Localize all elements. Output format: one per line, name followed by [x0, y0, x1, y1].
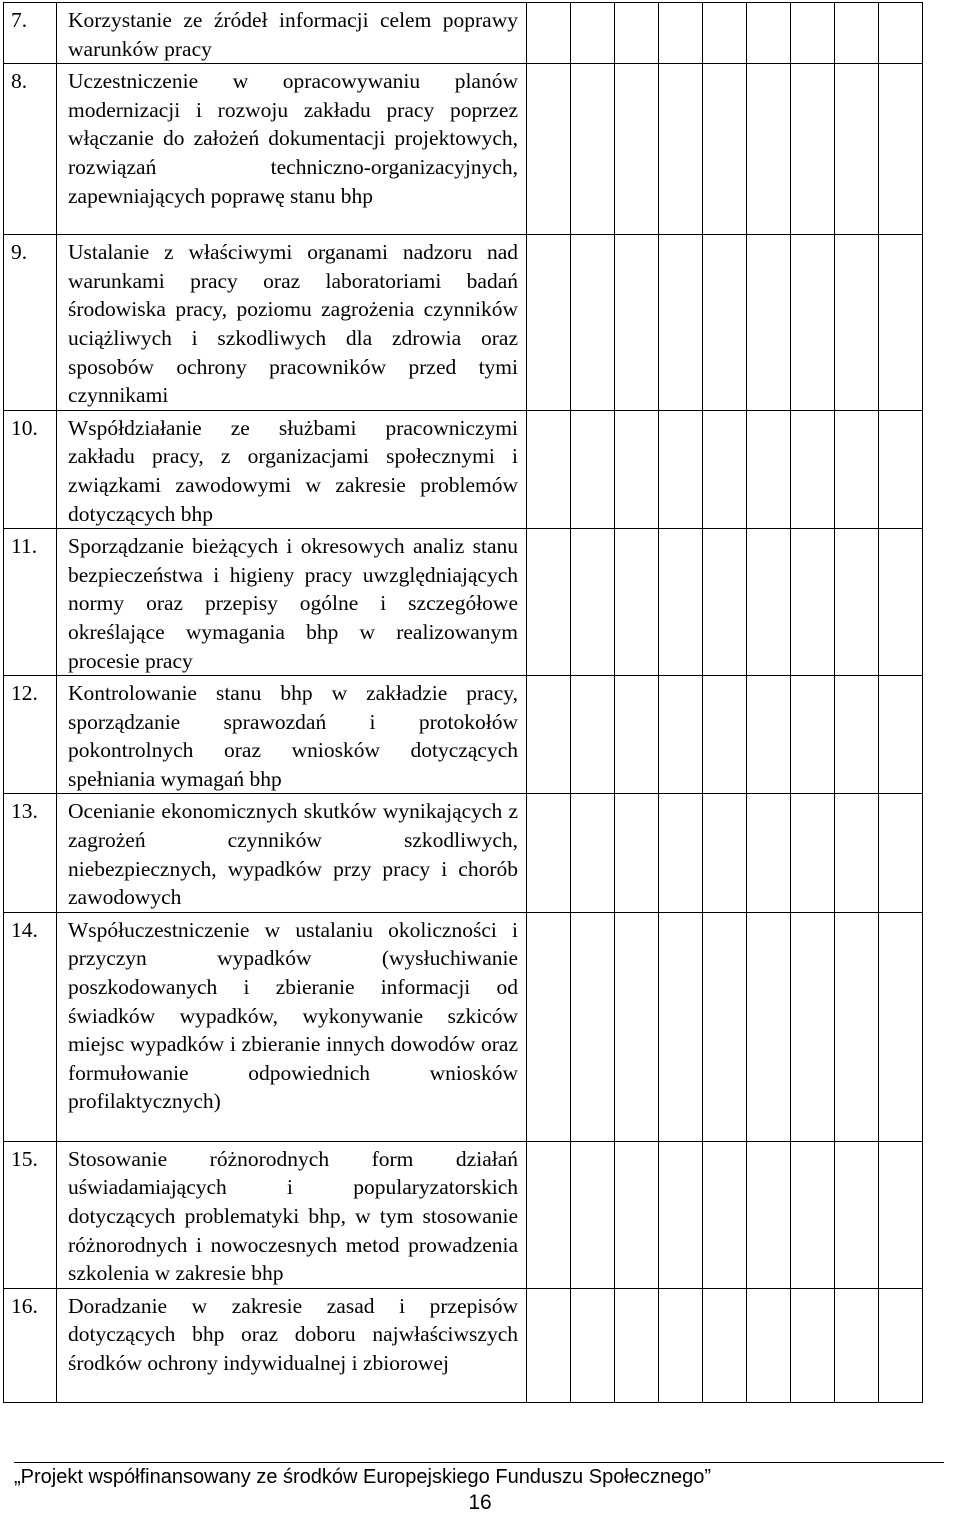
item-text: Ocenianie ekonomicznych skutków wynikających z zagrożeń czynników szkodliwych, niebezpiecznych, wypadków przy pracy i chorób zawodowych [68, 799, 518, 910]
blank-cell [835, 529, 879, 676]
item-number: 16. [11, 1293, 38, 1318]
item-number-cell [4, 912, 57, 1141]
blank-cell [571, 410, 615, 528]
blank-cell [879, 529, 923, 676]
page-number: 16 [468, 1491, 492, 1514]
blank-cell [571, 235, 615, 411]
item-text: Współdziałanie ze służbami pracowniczymi zakładu pracy, z organizacjami społecznymi i związkami zawodowymi w zakresie problemów dotyczących bhp [68, 415, 518, 526]
blank-cell [747, 410, 791, 528]
blank-cell [747, 64, 791, 235]
item-text-cell [57, 912, 527, 1141]
blank-cell [791, 410, 835, 528]
blank-cell [571, 64, 615, 235]
blank-cell [703, 529, 747, 676]
blank-cell [527, 410, 571, 528]
blank-cell [791, 3, 835, 64]
blank-cell [879, 912, 923, 1141]
blank-cell [879, 3, 923, 64]
tasks-table-body [4, 3, 923, 1403]
blank-cell [835, 676, 879, 794]
blank-cell [527, 794, 571, 912]
blank-cell [703, 794, 747, 912]
item-number-cell [4, 235, 57, 411]
item-number: 9. [11, 240, 28, 265]
item-text: Stosowanie różnorodnych form działań uświadamiających i popularyzatorskich dotyczących problematyki bhp, w tym stosowanie różnorodnych i nowoczesnych metod prowadzenia szkolenia w zakresie bhp [68, 1146, 518, 1286]
blank-cell [571, 912, 615, 1141]
blank-cell [615, 794, 659, 912]
blank-cell [791, 1288, 835, 1402]
blank-cell [747, 3, 791, 64]
blank-cell [615, 1288, 659, 1402]
blank-cell [659, 912, 703, 1141]
item-text: Ustalanie z właściwymi organami nadzoru nad warunkami pracy oraz laboratoriami badań środowiska pracy, poziomu zagrożenia czynników uciążliwych i szkodliwych dla zdrowia oraz sposobów ochrony pracowników przed tymi czynnikami [68, 240, 518, 408]
item-number: 8. [11, 69, 28, 94]
item-number-cell [4, 676, 57, 794]
item-number-cell [4, 794, 57, 912]
table-row [4, 235, 923, 411]
blank-cell [571, 676, 615, 794]
table-row [4, 1288, 923, 1402]
blank-cell [659, 235, 703, 411]
table-row [4, 912, 923, 1141]
item-number-cell [4, 410, 57, 528]
blank-cell [615, 3, 659, 64]
blank-cell [747, 529, 791, 676]
item-number: 7. [11, 8, 28, 32]
blank-cell [659, 529, 703, 676]
blank-cell [703, 410, 747, 528]
blank-cell [659, 1141, 703, 1288]
blank-cell [703, 64, 747, 235]
blank-cell [571, 529, 615, 676]
blank-cell [659, 64, 703, 235]
blank-cell [615, 410, 659, 528]
blank-cell [835, 912, 879, 1141]
item-number-cell [4, 529, 57, 676]
blank-cell [835, 3, 879, 64]
blank-cell [527, 1288, 571, 1402]
table-row [4, 3, 923, 64]
blank-cell [571, 3, 615, 64]
footer-text: „Projekt współfinansowany ze środków Europejskiego Funduszu Społecznego” [14, 1466, 712, 1488]
blank-cell [615, 676, 659, 794]
blank-cell [879, 410, 923, 528]
blank-cell [571, 1141, 615, 1288]
blank-cell [659, 1288, 703, 1402]
blank-cell [527, 235, 571, 411]
item-text: Kontrolowanie stanu bhp w zakładzie pracy, sporządzanie sprawozdań i protokołów pokontrolnych oraz wniosków dotyczących spełniania wymagań bhp [68, 681, 518, 791]
blank-cell [747, 912, 791, 1141]
item-number: 15. [11, 1146, 38, 1171]
item-number: 10. [11, 415, 38, 440]
blank-cell [659, 3, 703, 64]
table-row [4, 410, 923, 528]
table-row [4, 676, 923, 794]
item-text-cell [57, 64, 527, 235]
blank-cell [835, 1141, 879, 1288]
blank-cell [615, 912, 659, 1141]
blank-cell [791, 529, 835, 676]
blank-cell [791, 1141, 835, 1288]
item-text: Uczestniczenie w opracowywaniu planów modernizacji i rozwoju zakładu pracy poprzez włączanie do założeń dokumentacji projektowych, rozwiązań techniczno-organizacyjnych, zapewniających poprawę stanu bhp [68, 69, 518, 208]
blank-cell [703, 3, 747, 64]
blank-cell [527, 1141, 571, 1288]
item-text-cell [57, 794, 527, 912]
item-text: Współuczestniczenie w ustalaniu okoliczności i przyczyn wypadków (wysłuchiwanie poszkodowanych i zbieranie informacji od świadków wypadków, wykonywanie szkiców miejsc wypadków i zbieranie innych dowodów oraz formułowanie odpowiednich wniosków profilaktycznych) [68, 917, 518, 1114]
item-text: Sporządzanie bieżących i okresowych analiz stanu bezpieczeństwa i higieny pracy uwzględniających normy oraz przepisy ogólne i szczegółowe określające wymagania bhp w realizowanym procesie pracy [68, 534, 518, 673]
blank-cell [747, 794, 791, 912]
blank-cell [659, 676, 703, 794]
blank-cell [879, 1288, 923, 1402]
blank-cell [527, 3, 571, 64]
item-text-cell [57, 235, 527, 411]
footer-divider [14, 1462, 944, 1463]
item-number: 14. [11, 917, 38, 942]
item-text-cell [57, 1288, 527, 1402]
blank-cell [835, 235, 879, 411]
table-row [4, 794, 923, 912]
blank-cell [703, 235, 747, 411]
table-row [4, 529, 923, 676]
item-text-cell [57, 3, 527, 64]
blank-cell [527, 676, 571, 794]
blank-cell [659, 794, 703, 912]
blank-cell [835, 794, 879, 912]
blank-cell [791, 912, 835, 1141]
item-text: Doradzanie w zakresie zasad i przepisów dotyczących bhp oraz doboru najwłaściwszych środków ochrony indywidualnej i zbiorowej [68, 1293, 518, 1375]
tasks-table [3, 2, 923, 1403]
blank-cell [835, 410, 879, 528]
item-number-cell [4, 1141, 57, 1288]
blank-cell [703, 1288, 747, 1402]
item-text: Korzystanie ze źródeł informacji celem poprawy warunków pracy [68, 8, 518, 61]
blank-cell [879, 794, 923, 912]
blank-cell [615, 1141, 659, 1288]
blank-cell [571, 1288, 615, 1402]
table-row [4, 64, 923, 235]
item-text-cell [57, 1141, 527, 1288]
item-text-cell [57, 410, 527, 528]
item-number: 11. [11, 534, 38, 559]
blank-cell [747, 1141, 791, 1288]
blank-cell [879, 64, 923, 235]
blank-cell [615, 64, 659, 235]
item-number-cell [4, 64, 57, 235]
blank-cell [703, 676, 747, 794]
blank-cell [879, 1141, 923, 1288]
table-row [4, 1141, 923, 1288]
item-number: 13. [11, 799, 38, 824]
item-number-cell [4, 3, 57, 64]
blank-cell [571, 794, 615, 912]
item-text-cell [57, 676, 527, 794]
blank-cell [703, 912, 747, 1141]
blank-cell [703, 1141, 747, 1288]
blank-cell [791, 235, 835, 411]
blank-cell [527, 529, 571, 676]
blank-cell [747, 235, 791, 411]
blank-cell [791, 676, 835, 794]
item-number: 12. [11, 681, 38, 706]
blank-cell [879, 235, 923, 411]
blank-cell [835, 64, 879, 235]
blank-cell [791, 64, 835, 235]
item-text-cell [57, 529, 527, 676]
blank-cell [527, 912, 571, 1141]
blank-cell [747, 676, 791, 794]
item-number-cell [4, 1288, 57, 1402]
blank-cell [659, 410, 703, 528]
blank-cell [879, 676, 923, 794]
blank-cell [791, 794, 835, 912]
blank-cell [527, 64, 571, 235]
blank-cell [835, 1288, 879, 1402]
blank-cell [615, 235, 659, 411]
blank-cell [747, 1288, 791, 1402]
blank-cell [615, 529, 659, 676]
